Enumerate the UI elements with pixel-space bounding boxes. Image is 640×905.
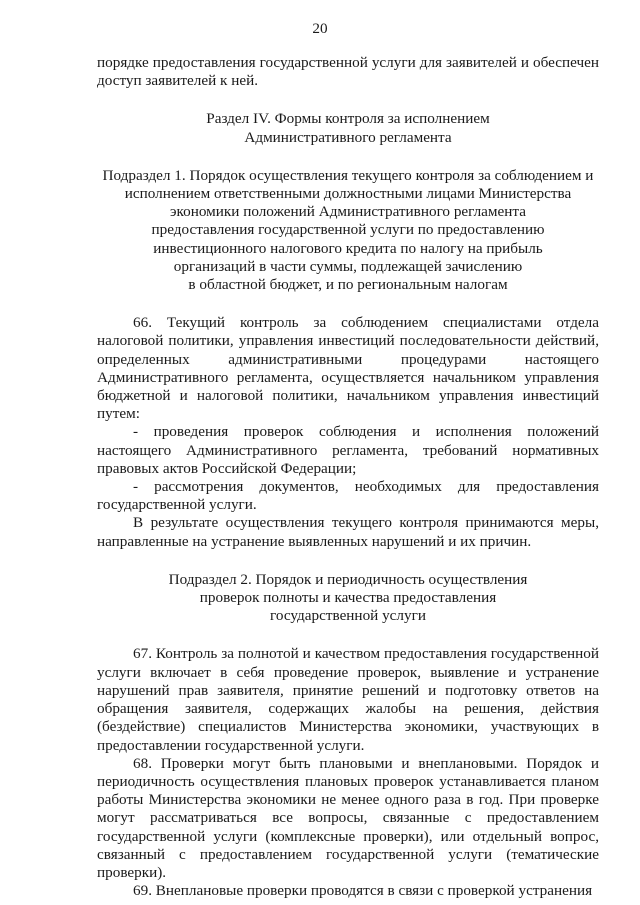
intro-paragraph: порядке предоставления государственной услуги для заявителей и обеспечен доступ заявителей к ней. — [97, 54, 599, 90]
paragraph-66-item-2: - рассмотрения документов, необходимых для предоставления государственной услуги. — [97, 478, 599, 514]
section-title-line: Раздел IV. Формы контроля за исполнением — [206, 110, 490, 128]
paragraph-66: 66. Текущий контроль за соблюдением специалистами отдела налоговой политики, управления инвестиций последовательности действий, определенных административными процедурами настоящего Административного регламента, осуществляется начальником управления бюджетной и налоговой политики, начальником управления инвестиций путем: — [97, 314, 599, 423]
page-number: 20 — [312, 20, 328, 37]
subsection-title-line: государственной услуги — [270, 607, 426, 625]
subsection-1-title — [97, 167, 599, 294]
subsection-title-line: исполнением ответственными должностными лицами Министерства — [124, 185, 572, 203]
subsection-title-line: предоставления государственной услуги по предоставлению — [151, 221, 545, 239]
paragraph-69: 69. Внеплановые проверки проводятся в связи с проверкой устранения — [133, 882, 593, 900]
paragraph-66-result: В результате осуществления текущего контроля принимаются меры, направленные на устранение выявленных нарушений и их причин. — [97, 514, 599, 550]
section-title-line: Административного регламента — [244, 128, 452, 146]
paragraph-66-item-1: - проведения проверок соблюдения и исполнения положений настоящего Административного регламента, требований нормативных правовых актов Российской Федерации; — [97, 423, 599, 477]
subsection-title-line: Подраздел 1. Порядок осуществления текущего контроля за соблюдением и — [102, 166, 594, 184]
subsection-title-line: проверок полноты и качества предоставления — [199, 589, 497, 607]
subsection-title-line: экономики положений Административного регламента — [170, 203, 526, 221]
document-body — [97, 54, 599, 900]
subsection-2-title — [97, 571, 599, 626]
subsection-title-line: инвестиционного налогового кредита по налогу на прибыль — [153, 239, 543, 257]
subsection-title-line: в областной бюджет, и по региональным налогам — [188, 276, 508, 294]
subsection-title-line: Подраздел 2. Порядок и периодичность осуществления — [168, 570, 528, 588]
paragraph-68: 68. Проверки могут быть плановыми и внеплановыми. Порядок и периодичность осуществления плановых проверок устанавливается планом работы Министерства экономики не менее одного раза в год. При проверке могут рассматриваться все вопросы, связанные с предоставлением государственной услуги (комплексные проверки), или отдельный вопрос, связанный с предоставлением государственной услуги (тематические проверки). — [97, 754, 599, 881]
paragraph-67: 67. Контроль за полнотой и качеством предоставления государственной услуги включает в себя проведение проверок, выявление и устранение нарушений прав заявителя, принятие решений и подготовку ответов на обращения заявителя, содержащих жалобы на решения, действия (бездействие) специалистов Министерства экономики, участвующих в предоставлении государственной услуги. — [97, 645, 599, 754]
subsection-title-line: организаций в части суммы, подлежащей зачислению — [173, 257, 523, 275]
section-title — [97, 110, 599, 146]
